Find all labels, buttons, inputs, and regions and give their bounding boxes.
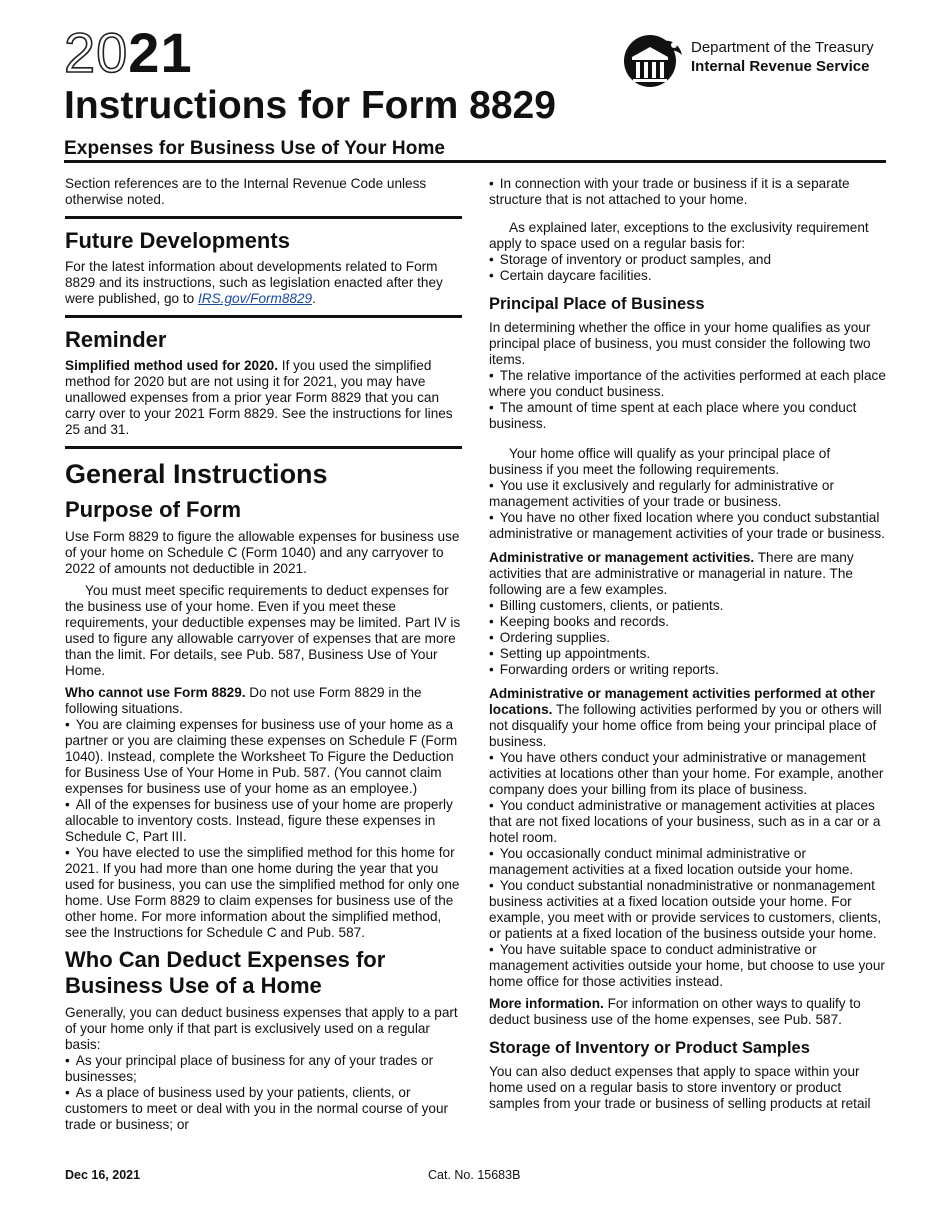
list-item: • Forwarding orders or writing reports. [489, 662, 886, 678]
form8829-link[interactable]: IRS.gov/Form8829 [198, 291, 313, 306]
other-locations-text [489, 686, 886, 750]
list-item: • You occasionally conduct minimal administrative or management activities at a fixed location outside your home. [489, 846, 886, 878]
cannot-use-runin: Who cannot use Form 8829. [65, 685, 246, 700]
agency-irs: Internal Revenue Service [691, 58, 870, 75]
admin-activities-body: There are many activities that are administrative or managerial in nature. The following are a few examples. [489, 550, 854, 597]
list-item: • Keeping books and records. [489, 614, 886, 630]
header-rule [64, 160, 886, 163]
exceptions-text: As explained later, exceptions to the exclusivity requirement apply to space used on a regular basis for: [489, 220, 869, 251]
storage-heading: Storage of Inventory or Product Samples [489, 1039, 810, 1057]
footer-date: Dec 16, 2021 [65, 1168, 141, 1182]
principal-place-text: In determining whether the office in your home qualifies as your principal place of business, you must consider the following two items. [489, 320, 871, 367]
future-developments-heading: Future Developments [65, 228, 290, 253]
cannot-use-text [65, 685, 462, 717]
purpose-heading: Purpose of Form [65, 497, 242, 522]
list-item: • In connection with your trade or business if it is a separate structure that is not attached to your home. [489, 176, 886, 208]
who-can-deduct-text: Generally, you can deduct business expenses that apply to a part of your home only if that part is exclusively used on a regular basis: [65, 1005, 458, 1052]
future-developments-text [65, 259, 462, 307]
reminder-text [65, 358, 462, 438]
spacer [489, 208, 886, 220]
page-title: Instructions for Form 8829 [64, 84, 556, 127]
year-outline: 20 [64, 21, 129, 84]
list-item: • You have suitable space to conduct administrative or management activities outside your home, but choose to use your home office for those activities instead. [489, 942, 886, 990]
list-item: • You conduct substantial nonadministrative or nonmanagement business activities at a fixed location outside your home. For example, you meet with or provide services to customers, clients, or patients at a fixed location of the business outside your home. [489, 878, 886, 942]
purpose-paragraph-1: Use Form 8829 to figure the allowable expenses for business use of your home on Schedule C (Form 1040) and any carryover to 2022 of amounts not deductible in 2021. [65, 529, 460, 576]
other-locations-runin: Administrative or management activities performed at other locations. [489, 686, 876, 717]
footer-cat-no: Cat. No. 15683B [428, 1168, 521, 1182]
list-item: • You use it exclusively and regularly for administrative or management activities of your trade or business. [489, 478, 886, 510]
more-info-body: For information on other ways to qualify to deduct business use of the home expenses, see Pub. 587. [489, 996, 861, 1027]
reminder-runin: Simplified method used for 2020. [65, 358, 279, 373]
list-item: • You have others conduct your administrative or management activities at locations other than your home. For example, another company does your billing from its place of business. [489, 750, 886, 798]
list-item: • You conduct administrative or management activities at places that are not fixed locations of your business, such as in a car or a hotel room. [489, 798, 886, 846]
section-rule [65, 446, 462, 449]
intro-text: Section references are to the Internal Revenue Code unless otherwise noted. [65, 176, 427, 207]
admin-activities-text [489, 550, 886, 598]
spacer [489, 542, 886, 550]
tax-year [64, 21, 193, 84]
storage-text: You can also deduct expenses that apply to space within your home used on a regular basis to store inventory or product samples from your trade or business of selling products at retail [489, 1064, 871, 1111]
list-item: • You have no other fixed location where you conduct substantial administrative or management activities of your trade or business. [489, 510, 886, 542]
principal-place-heading: Principal Place of Business [489, 295, 705, 313]
other-locations-body: The following activities performed by you or others will not disqualify your home office from being your principal place of business. [489, 702, 882, 749]
list-item: • Ordering supplies. [489, 630, 886, 646]
list-item: • As a place of business used by your patients, clients, or customers to meet or deal with you in the normal course of your trade or business; or [65, 1085, 462, 1133]
qualify-text: Your home office will qualify as your principal place of business if you meet the following requirements. [489, 446, 831, 477]
future-developments-body: For the latest information about developments related to Form 8829 and its instructions, such as legislation enacted after they were published, go to [65, 259, 443, 306]
list-item: • Storage of inventory or product samples, and [489, 252, 886, 268]
list-item: • Billing customers, clients, or patients. [489, 598, 886, 614]
reminder-heading: Reminder [65, 327, 167, 352]
future-developments-end: . [312, 291, 316, 306]
list-item: • The amount of time spent at each place where you conduct business. [489, 400, 886, 432]
who-can-deduct-heading: Who Can Deduct Expenses for Business Use of a Home [65, 947, 386, 998]
year-solid: 21 [128, 21, 193, 84]
section-rule [65, 315, 462, 318]
reminder-body: If you used the simplified method for 2020 but are not using it for 2021, you may have unallowed expenses from a prior year Form 8829 that you can carry over to your 2021 Form 8829. See the instructions for lines 25 and 31. [65, 358, 453, 437]
right-column [489, 176, 886, 1118]
list-item: • You are claiming expenses for business use of your home as a partner or you are claiming these expenses on Schedule F (Form 1040). Instead, complete the Worksheet To Figure the Deduction for Business Use of Your Home in Pub. 587. (You cannot claim expenses for business use of your home as an employee.) [65, 717, 462, 797]
list-item: • As your principal place of business for any of your trades or businesses; [65, 1053, 462, 1085]
treasury-eagle-icon [622, 33, 686, 89]
more-info-text [489, 996, 886, 1028]
list-item: • You have elected to use the simplified method for this home for 2021. If you had more than one home during the year that you used for business, you can use the simplified method for only one home. Use Form 8829 to claim expenses for business use of the other home. For more information about the simplified method, see the Instructions for Schedule C and Pub. 587. [65, 845, 462, 941]
spacer [489, 432, 886, 446]
agency-dept: Department of the Treasury [691, 39, 874, 56]
left-column [65, 176, 462, 1133]
section-rule [65, 216, 462, 219]
spacer [489, 678, 886, 686]
list-item: • Setting up appointments. [489, 646, 886, 662]
list-item: • All of the expenses for business use of your home are properly allocable to inventory costs. Instead, figure these expenses in Schedule C, Part III. [65, 797, 462, 845]
general-instructions-heading: General Instructions [65, 459, 328, 489]
list-item: • Certain daycare facilities. [489, 268, 886, 284]
list-item: • The relative importance of the activities performed at each place where you conduct business. [489, 368, 886, 400]
admin-activities-runin: Administrative or management activities. [489, 550, 755, 565]
cannot-use-body: Do not use Form 8829 in the following situations. [65, 685, 422, 716]
more-info-runin: More information. [489, 996, 604, 1011]
agency-block [691, 38, 874, 76]
purpose-paragraph-2: You must meet specific requirements to deduct expenses for the business use of your home. Even if you meet these requirements, your deductible expenses may be limited. Part IV is used to figure any allowable carryover of expenses that are more than the limit. For details, see Pub. 587, Business Use of Your Home. [65, 583, 461, 678]
spacer [489, 284, 886, 294]
page-subtitle: Expenses for Business Use of Your Home [64, 138, 446, 159]
